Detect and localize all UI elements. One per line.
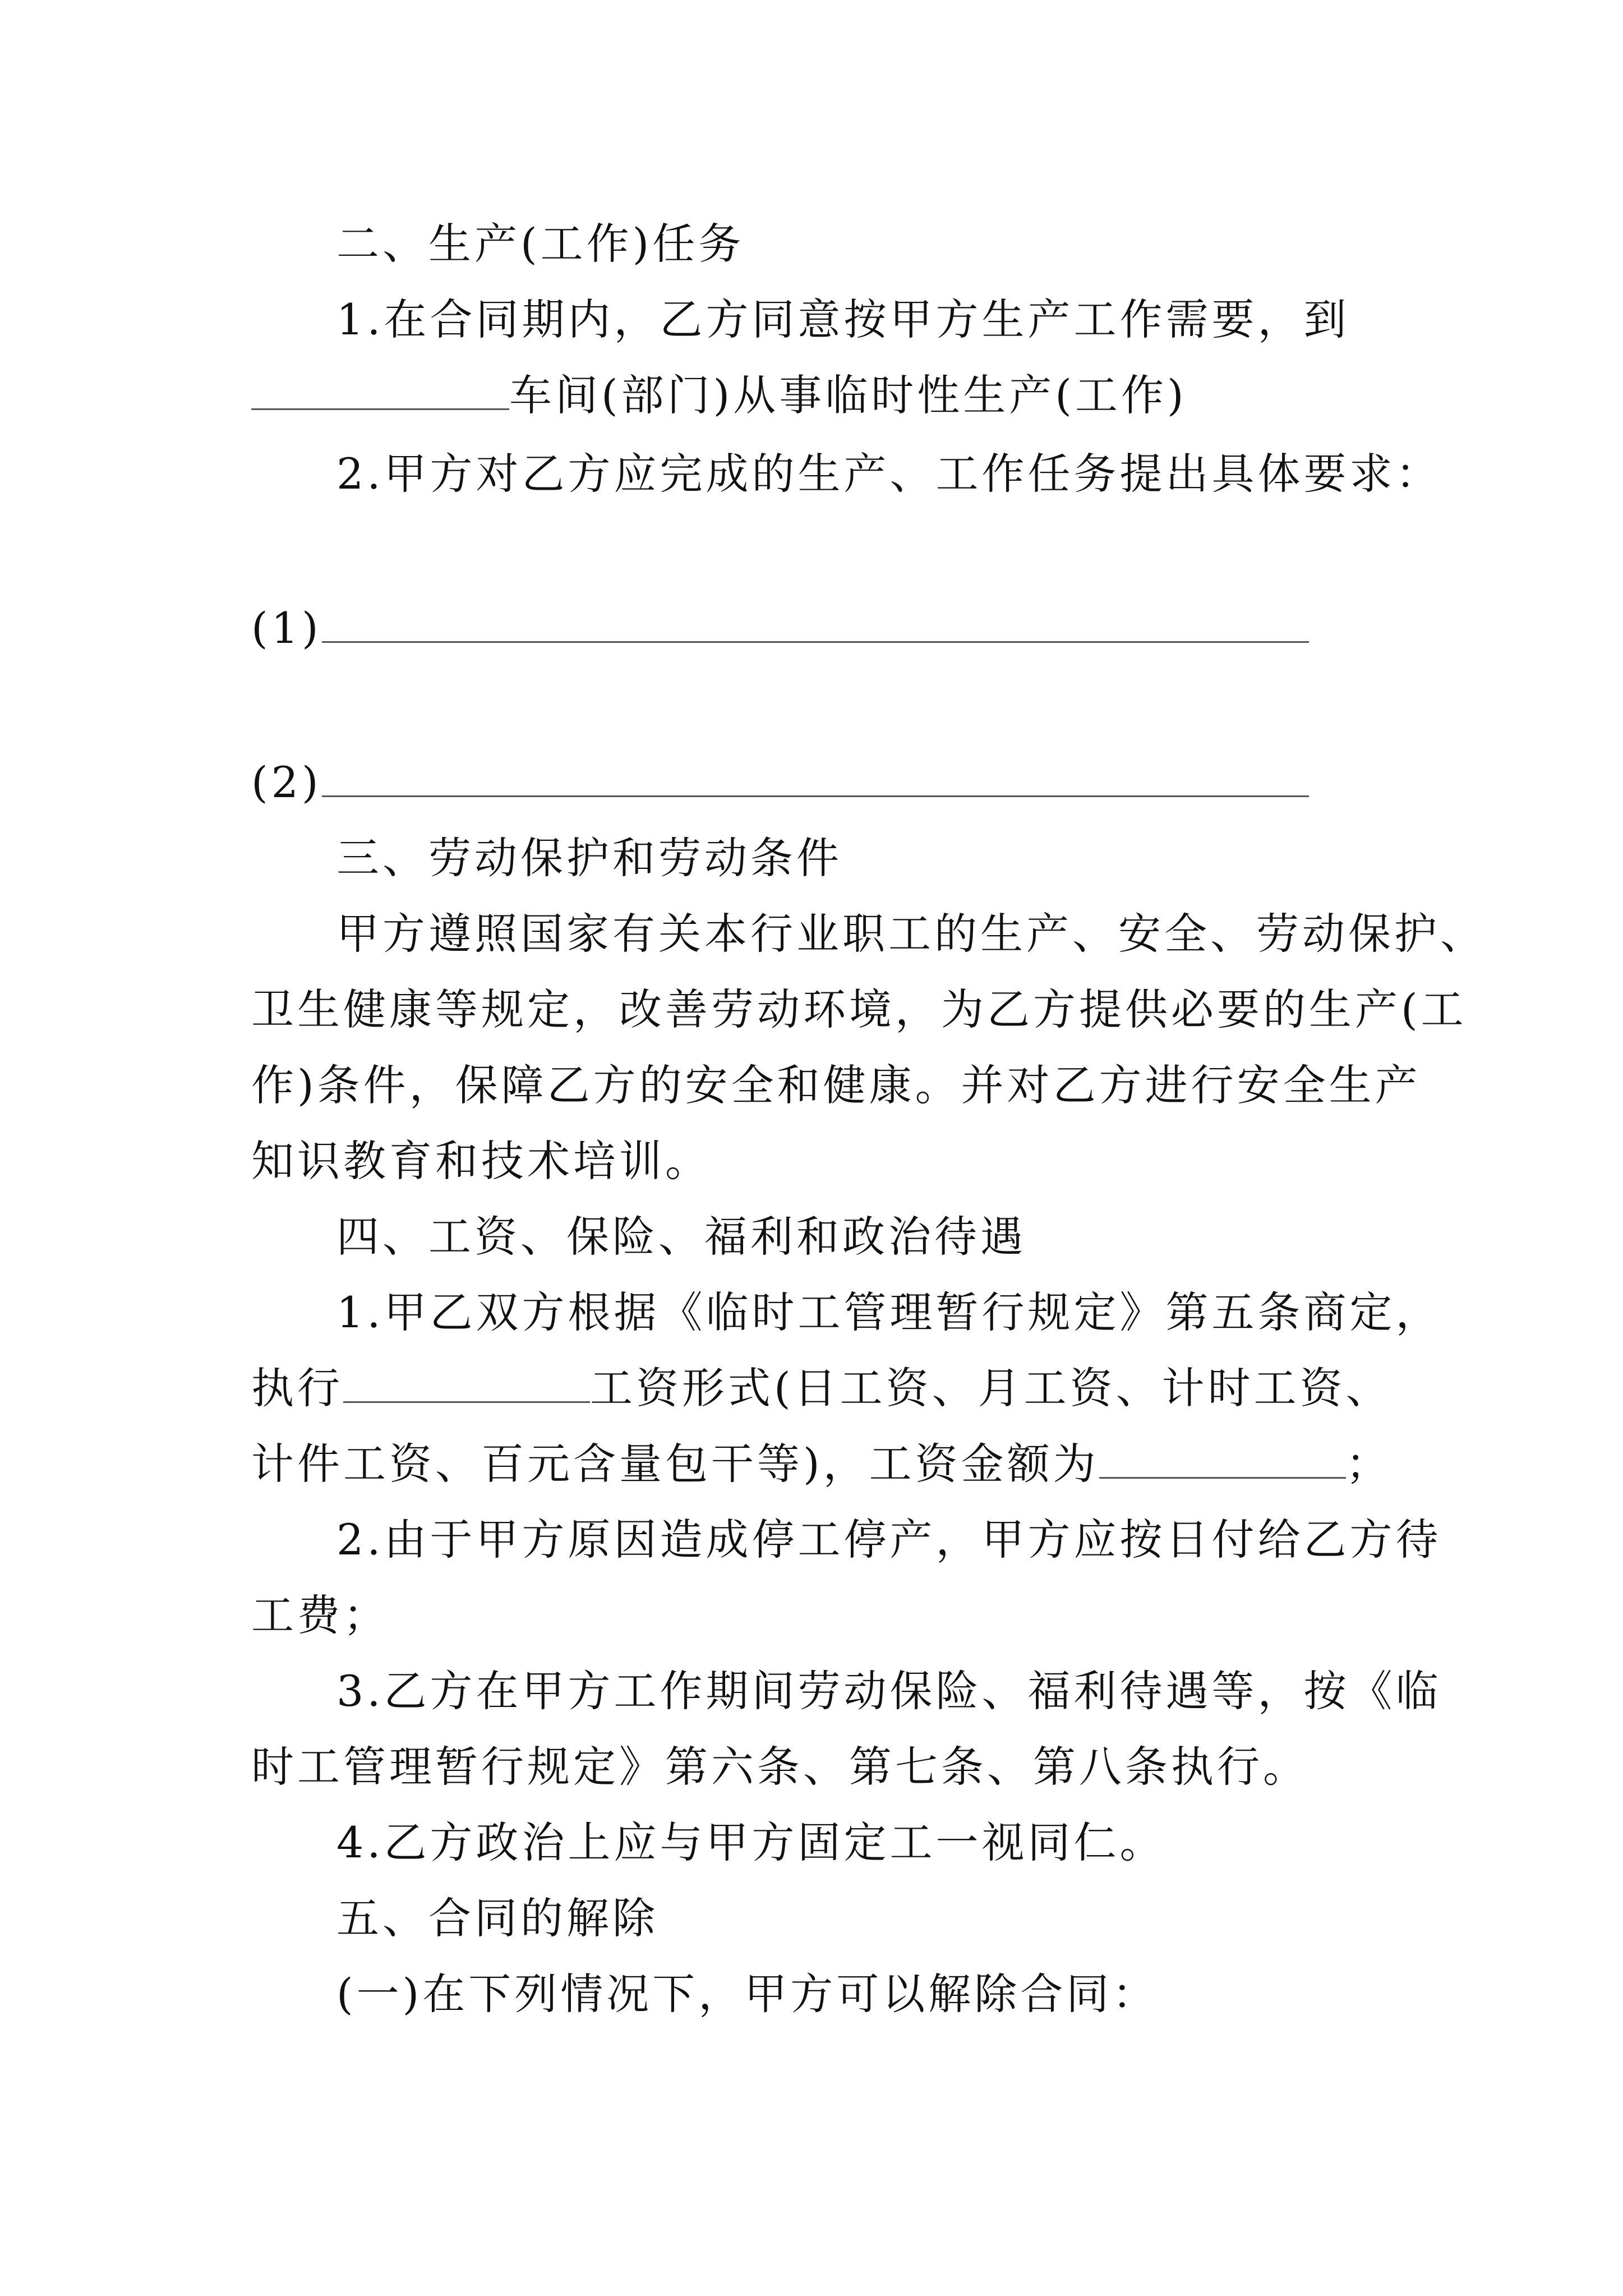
section-4-item-1-line-3 [251, 1436, 1395, 1492]
section-4-item-1-line-2-suffix: 工资形式(日工资、月工资、计时工资、 [590, 1363, 1392, 1413]
requirement-2 [251, 754, 1395, 811]
section-2-item-1-line-2 [251, 367, 1395, 424]
section-2-heading: 二、生产(工作)任务 [336, 219, 745, 269]
wage-amount-blank [1099, 1438, 1346, 1479]
requirement-2-label: (2) [251, 757, 322, 807]
section-4-item-3-line-1: 3.乙方在甲方工作期间劳动保险、福利待遇等，按《临 [336, 1666, 1442, 1716]
workshop-blank [251, 369, 509, 410]
section-5-heading: 五、合同的解除 [336, 1893, 658, 1943]
section-4-item-2-line-1: 2.由于甲方原因造成停工停产，甲方应按日付给乙方待 [336, 1515, 1442, 1565]
section-4-item-4: 4.乙方政治上应与甲方固定工一视同仁。 [336, 1818, 1166, 1867]
requirement-1-blank [322, 602, 1309, 643]
requirement-1-label: (1) [251, 603, 322, 653]
requirement-2-blank [322, 756, 1309, 797]
section-3-para-line-2: 卫生健康等规定，改善劳动环境，为乙方提供必要的生产(工 [251, 984, 1467, 1034]
section-2-item-2: 2.甲方对乙方应完成的生产、工作任务提出具体要求： [336, 449, 1442, 499]
section-2-item-1-line-2-text: 车间(部门)从事临时性生产(工作) [509, 370, 1187, 420]
section-4-item-1-line-3-prefix: 计件工资、百元含量包干等)，工资金额为 [251, 1439, 1099, 1489]
requirement-1 [251, 600, 1395, 656]
section-2-item-1-line-1: 1.在合同期内，乙方同意按甲方生产工作需要，到 [336, 295, 1350, 344]
section-4-heading: 四、工资、保险、福利和政治待遇 [336, 1212, 1026, 1262]
section-4-item-2-line-2: 工费； [251, 1590, 389, 1640]
section-3-para-line-4: 知识教育和技术培训。 [251, 1136, 711, 1186]
section-5-sub-1: (一)在下列情况下，甲方可以解除合同： [336, 1969, 1159, 2019]
section-4-item-1-line-3-suffix: ； [1345, 1439, 1392, 1489]
section-3-para-line-1: 甲方遵照国家有关本行业职工的生产、安全、劳动保护、 [336, 909, 1486, 959]
section-4-item-1-line-2 [251, 1360, 1395, 1416]
section-4-item-1-line-1: 1.甲乙双方根据《临时工管理暂行规定》第五条商定， [336, 1287, 1442, 1337]
wage-form-blank [343, 1362, 590, 1403]
section-4-item-1-line-2-prefix: 执行 [251, 1363, 343, 1413]
section-3-heading: 三、劳动保护和劳动条件 [336, 833, 842, 883]
section-4-item-3-line-2: 时工管理暂行规定》第六条、第七条、第八条执行。 [251, 1742, 1309, 1792]
section-3-para-line-3: 作)条件，保障乙方的安全和健康。并对乙方进行安全生产 [251, 1060, 1421, 1110]
